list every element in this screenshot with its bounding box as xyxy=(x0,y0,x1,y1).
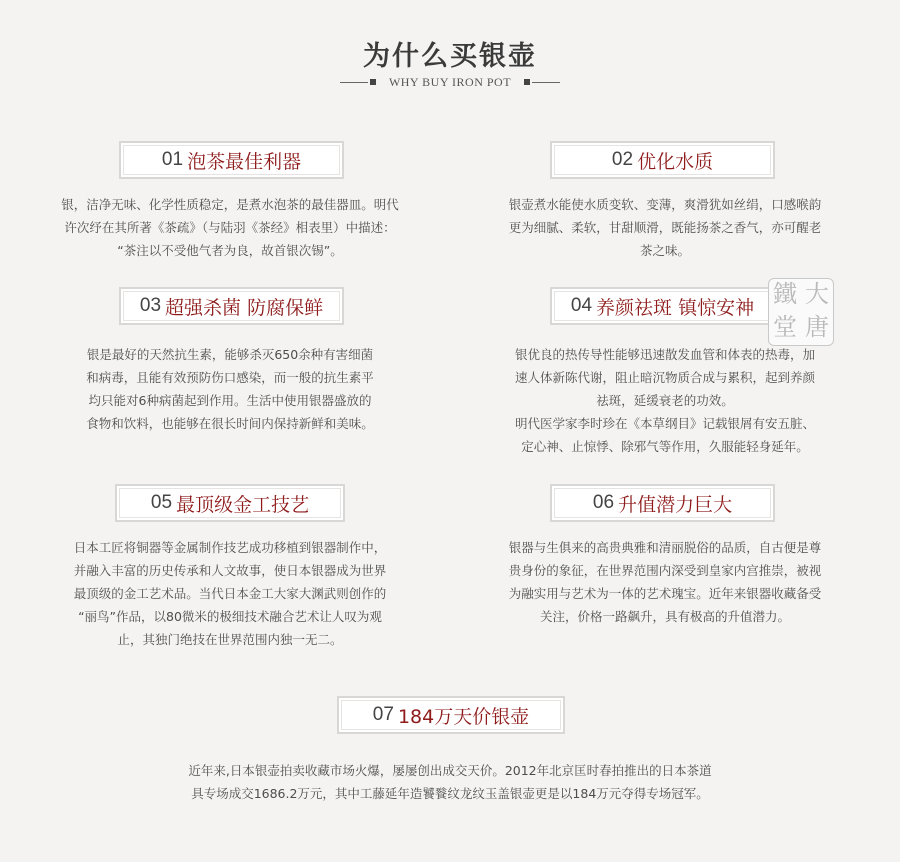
feature-title: 升值潜力巨大 xyxy=(618,493,733,516)
seal-char: 大 xyxy=(805,280,829,308)
feature-heading-04 xyxy=(550,287,775,325)
feature-text-05 xyxy=(40,536,420,651)
feature-title: 184万天价银壶 xyxy=(397,705,530,728)
feature-title: 最顶级金工技艺 xyxy=(176,493,310,516)
feature-heading-05 xyxy=(115,484,345,522)
text-line: 最顶级的金工艺术品。当代日本金工大家大渊武则创作的 xyxy=(73,586,387,601)
text-line: 银优良的热传导性能够迅速散发血管和体表的热毒，加 xyxy=(514,347,815,362)
page-subtitle: WHY BUY IRON POT xyxy=(388,75,512,89)
text-line: 并融入丰富的历史传承和人文故事，使日本银器成为世界 xyxy=(73,563,387,578)
feature-number: 05 xyxy=(150,492,173,513)
feature-heading-06 xyxy=(550,484,775,522)
feature-title: 泡茶最佳利器 xyxy=(187,150,302,173)
seal-char: 唐 xyxy=(805,313,829,341)
divider-square-left xyxy=(370,79,376,85)
feature-text-04 xyxy=(475,343,855,458)
seal-stamp xyxy=(768,278,834,346)
text-line: 银是最好的天然抗生素，能够杀灭650余种有害细菌 xyxy=(86,347,374,362)
feature-text-07 xyxy=(100,759,800,805)
feature-title: 养颜祛斑 镇惊安神 xyxy=(596,296,755,319)
feature-heading-01 xyxy=(119,141,344,179)
feature-title: 超强杀菌 防腐保鲜 xyxy=(165,296,324,319)
seal-char: 堂 xyxy=(773,313,797,341)
text-line: 均只能对6种病菌起到作用。生活中使用银器盛放的 xyxy=(88,393,372,408)
feature-number: 02 xyxy=(611,149,634,170)
text-line: 贵身份的象征，在世界范围内深受到皇家内宫推崇，被视 xyxy=(508,563,822,578)
text-line: 许次纾在其所著《茶疏》（与陆羽《茶经》相表里）中描述： xyxy=(64,220,396,235)
text-line: 明代医学家李时珍在《本草纲目》记载银屑有安五脏、 xyxy=(514,416,815,431)
text-line: 银壶煮水能使水质变软、变薄，爽滑犹如丝绢，口感喉韵 xyxy=(508,197,822,212)
divider-line-right xyxy=(532,82,560,83)
text-line: 和病毒，且能有效预防伤口感染，而一般的抗生素平 xyxy=(86,370,374,385)
feature-text-06 xyxy=(475,536,855,628)
feature-number: 03 xyxy=(139,295,162,316)
feature-number: 06 xyxy=(592,492,615,513)
feature-text-02 xyxy=(475,193,855,262)
text-line: 茶之味。 xyxy=(639,243,690,258)
divider-square-right xyxy=(524,79,530,85)
feature-title: 优化水质 xyxy=(637,150,714,173)
text-line: “茶注以不受他气者为良，故首银次锡”。 xyxy=(117,243,343,258)
feature-heading-02 xyxy=(550,141,775,179)
text-line: 银器与生俱来的高贵典雅和清丽脱俗的品质，自古便是尊 xyxy=(508,540,822,555)
feature-text-03 xyxy=(40,343,420,435)
page-title: 为什么买银壶 xyxy=(363,41,537,72)
subtitle-divider xyxy=(340,73,560,91)
feature-number: 04 xyxy=(570,295,593,316)
text-line: 具专场成交1686.2万元，其中工藤延年造饕餮纹龙纹玉盖银壶更是以184万元夺得专场冠军。 xyxy=(191,786,709,801)
text-line: 银，洁净无味、化学性质稳定，是煮水泡茶的最佳器皿。明代 xyxy=(61,197,399,212)
text-line: 止，其独门绝技在世界范围内独一无二。 xyxy=(117,632,343,647)
text-line: 日本工匠将铜器等金属制作技艺成功移植到银器制作中， xyxy=(73,540,387,555)
text-line: 近年来,日本银壶拍卖收藏市场火爆，屡屡创出成交天价。2012年北京匡时春拍推出的日本茶道 xyxy=(188,763,712,778)
text-line: 关注，价格一路飙升，具有极高的升值潜力。 xyxy=(539,609,790,624)
text-line: 更为细腻、柔软，甘甜顺滑，既能扬茶之香气，亦可醒老 xyxy=(508,220,822,235)
feature-number: 07 xyxy=(372,704,394,725)
feature-number: 01 xyxy=(161,149,184,170)
text-line: 定心神、止惊悸、除邪气等作用，久服能轻身延年。 xyxy=(521,439,809,454)
seal-char: 鐵 xyxy=(773,280,797,308)
divider-line-left xyxy=(340,82,368,83)
feature-heading-07 xyxy=(337,696,565,734)
text-line: 为融实用与艺术为一体的艺术瑰宝。近年来银器收藏备受 xyxy=(508,586,822,601)
text-line: 食物和饮料，也能够在很长时间内保持新鲜和美味。 xyxy=(86,416,374,431)
text-line: “丽鸟”作品，以80微米的极细技术融合艺术让人叹为观 xyxy=(78,609,382,624)
text-line: 祛斑，延缓衰老的功效。 xyxy=(596,393,734,408)
feature-heading-03 xyxy=(119,287,344,325)
text-line: 速人体新陈代谢，阻止暗沉物质合成与累积，起到养颜 xyxy=(514,370,815,385)
feature-text-01 xyxy=(40,193,420,262)
